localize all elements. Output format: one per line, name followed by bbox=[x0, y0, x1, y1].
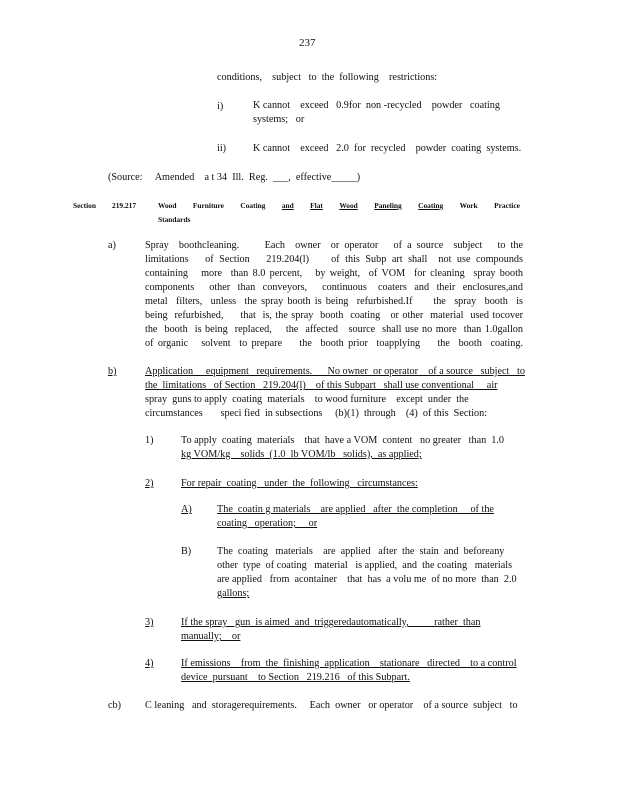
para-a-marker: a) bbox=[108, 240, 116, 251]
para-b-subitem-marker: A) bbox=[181, 504, 192, 515]
para-c-marker: cb) bbox=[108, 700, 122, 711]
intro-item-marker: ii) bbox=[217, 143, 227, 154]
page-number: 237 bbox=[299, 37, 316, 49]
intro-item-marker: i) bbox=[217, 101, 224, 112]
para-a-text: Spray boothcleaning. Each owner or operator of a source subject to the limitations of Section 219.204(l) of this Subp art shall not use compounds containing more than 8.0 percent, by weight, of VOM for cleaning spray booth components other than conveyors, continuous coaters and their enclosures,and metal filters, unless the spray booth is being refurbished.If the spray booth is being refurbished, that is, the spray booth coating or other material used tocover the booth is being replaced, the affected source shall use no more than 1.0gallon of organic solvent to prepare the booth prior toapplying the booth coating. bbox=[145, 240, 523, 349]
intro-line: conditions, subject to the following restrictions: bbox=[217, 72, 438, 83]
source-note: (Source: Amended a t 34 Ill. Reg. ___, effective_____) bbox=[108, 172, 361, 183]
intro-item-text: K cannot exceed 0.9for non -recycled powder coating systems; or bbox=[253, 100, 500, 125]
intro-item-text: K cannot exceed 2.0 for recycled powder coating systems. bbox=[253, 143, 522, 154]
section-title-line2: Standards bbox=[158, 215, 191, 224]
para-b-subitem-text: The coating materials are applied after the stain and beforeany other type of coating material is applied, and the coating materials are applied from acontainer that has a volu me of no more than 2.0 gallons; bbox=[217, 546, 517, 599]
para-c-text: C leaning and storagerequirements. Each owner or operator of a source subject to bbox=[145, 700, 518, 711]
section-title: Wood Furniture Coating and Flat Wood Paneling Coating Work Practice bbox=[158, 201, 520, 210]
section-label: Section bbox=[73, 201, 96, 210]
para-b-item-marker: 3) bbox=[145, 617, 154, 628]
para-b-item-text: If emissions from the finishing application stationare directed to a control device pursuant to Section 219.216 of this Subpart. bbox=[181, 658, 517, 683]
para-b-text: Application equipment requirements. No owner or operator of a source subject to the limitations of Section 219.204(l) of this Subpart shall use conventional air spray guns to apply coating materials to wood furniture except under the circumstances speci fied in subsections (b)(1) through (4) of this Section: bbox=[145, 366, 525, 419]
para-b-marker: b) bbox=[108, 366, 117, 377]
para-b-item-text: If the spray gun is aimed and triggeredautomatically, rather than manually; or bbox=[181, 617, 481, 642]
para-b-subitem-marker: B) bbox=[181, 546, 192, 557]
para-b-subitem-text: The coatin g materials are applied after the completion of the coating operation; or bbox=[217, 504, 494, 529]
para-b-item-marker: 2) bbox=[145, 478, 154, 489]
para-b-item-text: For repair coating under the following circumstances: bbox=[181, 478, 418, 489]
section-number: 219.217 bbox=[112, 201, 137, 210]
para-b-item-text: To apply coating materials that have a VOM content no greater than 1.0 kg VOM/kg solids (1.0 lb VOM/lb solids), as applied; bbox=[181, 435, 505, 460]
para-b-item-marker: 4) bbox=[145, 658, 154, 669]
para-b-item-marker: 1) bbox=[145, 435, 154, 446]
